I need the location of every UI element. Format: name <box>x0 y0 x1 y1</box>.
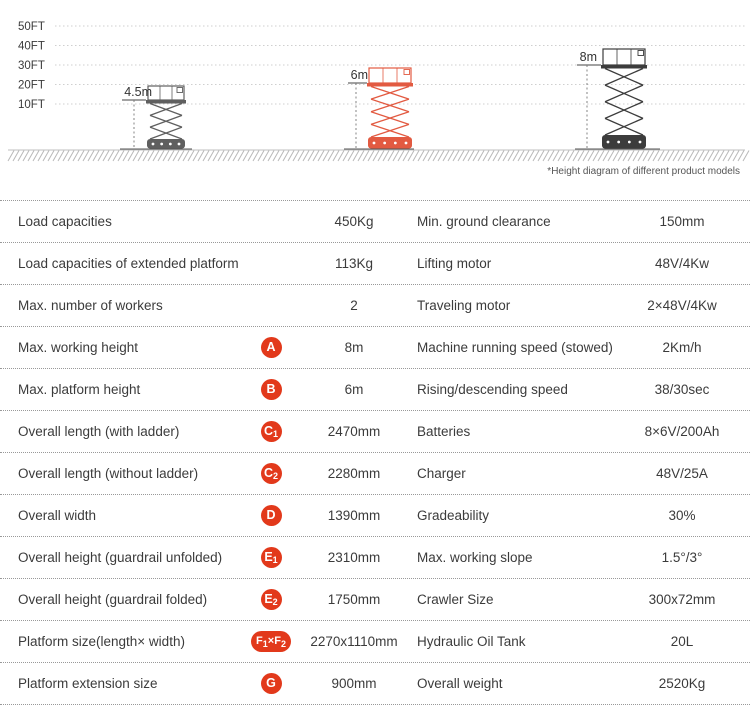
ground-hatch <box>553 151 559 162</box>
ground-hatch <box>618 151 624 162</box>
spec-label-left: Overall length (with ladder) <box>18 424 180 439</box>
ground-hatch <box>608 151 614 162</box>
table-row <box>0 411 750 453</box>
spec-value-left: 1750mm <box>327 592 381 607</box>
ground-hatch <box>88 151 94 162</box>
lift-height-label: 8m <box>579 50 597 64</box>
badge-cell <box>243 421 299 442</box>
height-diagram <box>0 0 750 185</box>
spec-value-right: 150mm <box>659 214 705 229</box>
dimension-badge: E 2 <box>261 589 282 610</box>
ground-hatch <box>708 151 714 162</box>
ground-hatch <box>148 151 154 162</box>
badge-cell <box>243 379 299 400</box>
track-roller <box>383 142 386 145</box>
ground-hatch <box>673 151 679 162</box>
spec-value-right: 30% <box>668 508 696 523</box>
ground-hatch <box>108 151 114 162</box>
badge-cell <box>243 589 299 610</box>
table-row <box>0 201 750 243</box>
ground-hatch <box>653 151 659 162</box>
ground-hatch <box>483 151 489 162</box>
ground-hatch <box>523 151 529 162</box>
spec-label-left: Load capacities of extended platform <box>18 256 239 271</box>
track-roller <box>628 141 631 144</box>
ground-hatch <box>668 151 674 162</box>
ground-hatch <box>688 151 694 162</box>
ground-hatch <box>323 151 329 162</box>
badge-cell <box>243 463 299 484</box>
ground-hatch <box>243 151 249 162</box>
ground-hatch <box>28 151 34 162</box>
ground-hatch <box>488 151 494 162</box>
lift-height-label: 6m <box>350 68 368 82</box>
spec-label-right: Gradeability <box>417 508 490 523</box>
ground-hatch <box>453 151 459 162</box>
ft-axis-label: 30FT <box>18 60 45 72</box>
ground-hatch <box>158 151 164 162</box>
ground-hatch <box>493 151 499 162</box>
dimension-badge: A <box>261 337 282 358</box>
ground-hatch <box>678 151 684 162</box>
spec-label-left: Overall height (guardrail unfolded) <box>18 550 223 565</box>
table-row <box>0 369 750 411</box>
ground-hatch <box>8 151 14 162</box>
ground-hatch <box>478 151 484 162</box>
ground-hatch <box>278 151 284 162</box>
spec-value-right: 48V/25A <box>656 466 708 481</box>
ground-hatch <box>113 151 119 162</box>
ground-hatch <box>428 151 434 162</box>
ground-hatch <box>498 151 504 162</box>
dimension-badge: C 2 <box>261 463 282 484</box>
ground-hatch <box>588 151 594 162</box>
ground-hatch <box>583 151 589 162</box>
spec-value-right: 300x72mm <box>648 592 716 607</box>
ground-hatch <box>268 151 274 162</box>
ground-hatch <box>413 151 419 162</box>
spec-label-right: Crawler Size <box>417 592 494 607</box>
ground-hatch <box>218 151 224 162</box>
ground-hatch <box>213 151 219 162</box>
table-row <box>0 453 750 495</box>
ground-hatch <box>188 151 194 162</box>
ground-hatch <box>713 151 719 162</box>
ground-hatch <box>33 151 39 162</box>
table-row <box>0 285 750 327</box>
ground-hatch <box>98 151 104 162</box>
ground-hatch <box>643 151 649 162</box>
ground-hatch <box>263 151 269 162</box>
lift-deck <box>146 100 186 104</box>
lift-height-label: 4.5m <box>124 85 152 99</box>
ground-hatch <box>638 151 644 162</box>
ground-hatch <box>173 151 179 162</box>
ground-hatch <box>393 151 399 162</box>
ground-hatch <box>318 151 324 162</box>
ground-hatch <box>683 151 689 162</box>
spec-label-left: Overall width <box>18 508 97 523</box>
track-roller <box>178 143 181 146</box>
ground-hatch <box>628 151 634 162</box>
badge-cell <box>243 631 299 652</box>
track-roller <box>607 141 610 144</box>
ground-hatch <box>658 151 664 162</box>
track-roller <box>639 141 642 144</box>
track-roller <box>617 141 620 144</box>
dimension-badge: B <box>261 379 282 400</box>
table-row <box>0 327 750 369</box>
ground-hatch <box>178 151 184 162</box>
spec-value-right: 48V/4Kw <box>654 256 710 271</box>
ft-axis-label: 50FT <box>18 21 45 33</box>
ground-hatch <box>383 151 389 162</box>
ground-hatch <box>663 151 669 162</box>
ground-hatch <box>418 151 424 162</box>
ground-hatch <box>293 151 299 162</box>
spec-label-left: Platform extension size <box>18 676 158 691</box>
spec-label-right: Min. ground clearance <box>417 214 551 229</box>
badge-cell <box>243 547 299 568</box>
ground-hatch <box>18 151 24 162</box>
spec-label-right: Rising/descending speed <box>417 382 568 397</box>
ground-hatch <box>558 151 564 162</box>
spec-value-left: 2280mm <box>327 466 381 481</box>
spec-label-right: Batteries <box>417 424 471 439</box>
ground-hatch <box>648 151 654 162</box>
track-roller <box>169 143 172 146</box>
ground-hatch <box>23 151 29 162</box>
ground-hatch <box>183 151 189 162</box>
ft-axis-label: 10FT <box>18 99 45 111</box>
ground-hatch <box>48 151 54 162</box>
ground-hatch <box>728 151 734 162</box>
spec-label-right: Hydraulic Oil Tank <box>417 634 526 649</box>
control-box <box>638 51 644 56</box>
control-box <box>177 88 183 93</box>
ground-hatch <box>443 151 449 162</box>
table-row <box>0 537 750 579</box>
ground-hatch <box>258 151 264 162</box>
spec-value-right: 2520Kg <box>658 676 706 691</box>
ground-hatch <box>358 151 364 162</box>
ground-hatch <box>518 151 524 162</box>
ground-hatch <box>283 151 289 162</box>
ground-hatch <box>43 151 49 162</box>
ground-hatch <box>193 151 199 162</box>
ground-hatch <box>508 151 514 162</box>
lift-guardrail <box>369 68 411 83</box>
spec-label-right: Machine running speed (stowed) <box>417 340 613 355</box>
ground-hatch <box>308 151 314 162</box>
spec-value-left: 2 <box>350 298 358 313</box>
spec-label-left: Overall height (guardrail folded) <box>18 592 208 607</box>
ground-hatch <box>458 151 464 162</box>
spec-value-right: 2Km/h <box>662 340 702 355</box>
ground-hatch <box>533 151 539 162</box>
spec-label-left: Max. number of workers <box>18 298 163 313</box>
ground-hatch <box>68 151 74 162</box>
ground-hatch <box>13 151 19 162</box>
ground-hatch <box>718 151 724 162</box>
spec-label-left: Max. platform height <box>18 382 141 397</box>
ground-hatch <box>438 151 444 162</box>
ground-hatch <box>328 151 334 162</box>
ground-hatch <box>38 151 44 162</box>
spec-value-left: 8m <box>344 340 364 355</box>
spec-label-left: Platform size(length× width) <box>18 634 185 649</box>
ground-hatch <box>563 151 569 162</box>
ground-hatch <box>163 151 169 162</box>
lift-guardrail <box>603 49 645 65</box>
track-roller <box>405 142 408 145</box>
lift-deck <box>601 65 647 69</box>
dimension-badge: F 1 ×F 2 <box>251 631 291 652</box>
ground-hatch <box>228 151 234 162</box>
ground-hatch <box>298 151 304 162</box>
lift-deck <box>367 83 413 87</box>
dimension-badge: G <box>261 673 282 694</box>
ground-hatch <box>368 151 374 162</box>
spec-value-left: 2470mm <box>327 424 381 439</box>
spec-value-right: 1.5°/3° <box>661 550 703 565</box>
track-roller <box>160 143 163 146</box>
ground-hatch <box>103 151 109 162</box>
ground-hatch <box>743 151 749 162</box>
control-box <box>404 70 410 75</box>
ground-hatch <box>253 151 259 162</box>
ground-hatch <box>578 151 584 162</box>
spec-label-left: Load capacities <box>18 214 112 229</box>
ground-hatch <box>723 151 729 162</box>
spec-value-right: 8×6V/200Ah <box>644 424 720 439</box>
dimension-badge: D <box>261 505 282 526</box>
ground-hatch <box>143 151 149 162</box>
lift-guardrail <box>148 86 184 100</box>
ground-hatch <box>623 151 629 162</box>
spec-value-left: 900mm <box>331 676 377 691</box>
ground-hatch <box>633 151 639 162</box>
ground-hatch <box>528 151 534 162</box>
ground-hatch <box>733 151 739 162</box>
ground-hatch <box>238 151 244 162</box>
ground-hatch <box>693 151 699 162</box>
ground-hatch <box>568 151 574 162</box>
height-diagram-svg <box>0 0 750 185</box>
ground-hatch <box>63 151 69 162</box>
spec-label-right: Max. working slope <box>417 550 533 565</box>
ground-hatch <box>133 151 139 162</box>
ground-hatch <box>603 151 609 162</box>
ground-hatch <box>363 151 369 162</box>
spec-label-right: Lifting motor <box>417 256 492 271</box>
table-row <box>0 495 750 537</box>
ground-hatch <box>463 151 469 162</box>
ground-hatch <box>473 151 479 162</box>
ground-hatch <box>138 151 144 162</box>
ground-hatch <box>203 151 209 162</box>
spec-value-right: 20L <box>670 634 694 649</box>
ground-hatch <box>398 151 404 162</box>
ground-hatch <box>378 151 384 162</box>
ground-hatch <box>223 151 229 162</box>
ground-hatch <box>503 151 509 162</box>
ft-axis-label: 20FT <box>18 79 45 92</box>
ground-hatch <box>343 151 349 162</box>
ground-hatch <box>313 151 319 162</box>
ground-hatch <box>373 151 379 162</box>
ground-hatch <box>468 151 474 162</box>
ground-hatch <box>353 151 359 162</box>
ground-hatch <box>598 151 604 162</box>
spec-value-left: 2270x1110mm <box>310 634 398 649</box>
ground-hatch <box>168 151 174 162</box>
ground-hatch <box>123 151 129 162</box>
badge-cell <box>243 505 299 526</box>
spec-value-right: 2×48V/4Kw <box>647 298 717 313</box>
spec-label-right: Traveling motor <box>417 298 511 313</box>
ground-hatch <box>128 151 134 162</box>
ground-hatch <box>58 151 64 162</box>
dimension-badge: C 1 <box>261 421 282 442</box>
ground-hatch <box>738 151 744 162</box>
track-roller <box>373 142 376 145</box>
spec-value-left: 2310mm <box>327 550 381 565</box>
track-roller <box>152 143 155 146</box>
ground-hatch <box>233 151 239 162</box>
table-row <box>0 621 750 663</box>
ground-hatch <box>333 151 339 162</box>
spec-value-left: 450Kg <box>334 214 374 229</box>
ground-hatch <box>198 151 204 162</box>
ground-hatch <box>408 151 414 162</box>
spec-label-right: Charger <box>417 466 466 481</box>
table-row <box>0 579 750 621</box>
track-roller <box>394 142 397 145</box>
ground-hatch <box>433 151 439 162</box>
ground-hatch <box>703 151 709 162</box>
dimension-badge: E 1 <box>261 547 282 568</box>
ground-hatch <box>83 151 89 162</box>
ground-hatch <box>548 151 554 162</box>
badge-cell <box>243 337 299 358</box>
ground-hatch <box>403 151 409 162</box>
ground-hatch <box>613 151 619 162</box>
ground-hatch <box>593 151 599 162</box>
table-row <box>0 663 750 705</box>
ft-axis-label: 40FT <box>18 40 45 53</box>
ground-hatch <box>423 151 429 162</box>
ground-hatch <box>388 151 394 162</box>
badge-cell <box>243 673 299 694</box>
ground-hatch <box>348 151 354 162</box>
spec-label-left: Overall length (without ladder) <box>18 466 199 481</box>
ground-hatch <box>118 151 124 162</box>
spec-value-left: 6m <box>344 382 364 397</box>
ground-hatch <box>448 151 454 162</box>
spec-label-right: Overall weight <box>417 676 503 691</box>
ground-hatch <box>573 151 579 162</box>
diagram-caption: *Height diagram of different product models <box>547 166 740 177</box>
table-row <box>0 243 750 285</box>
spec-label-left: Max. working height <box>18 340 139 355</box>
ground-hatch <box>273 151 279 162</box>
ground-hatch <box>338 151 344 162</box>
ground-hatch <box>153 151 159 162</box>
spec-value-left: 1390mm <box>327 508 381 523</box>
ground-hatch <box>543 151 549 162</box>
ground-hatch <box>288 151 294 162</box>
spec-table <box>0 200 750 705</box>
ground-hatch <box>53 151 59 162</box>
ground-hatch <box>698 151 704 162</box>
spec-value-right: 38/30sec <box>654 382 710 397</box>
ground-hatch <box>93 151 99 162</box>
ground-hatch <box>513 151 519 162</box>
ground-hatch <box>303 151 309 162</box>
ground-hatch <box>73 151 79 162</box>
ground-hatch <box>208 151 214 162</box>
ground-hatch <box>78 151 84 162</box>
ground-hatch <box>248 151 254 162</box>
ground-hatch <box>538 151 544 162</box>
spec-value-left: 113Kg <box>334 256 374 271</box>
